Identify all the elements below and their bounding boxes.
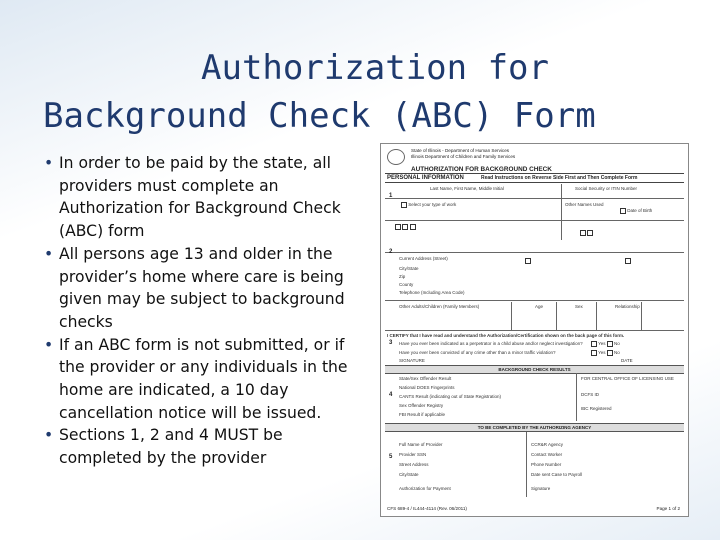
form-field-label — [580, 230, 593, 236]
form-row — [385, 302, 684, 331]
form-row — [385, 222, 684, 253]
form-field-label — [525, 258, 531, 264]
form-field-label: County — [399, 282, 414, 287]
question-2: Have you ever been convicted of any crime other than a minor traffic violation? — [399, 350, 556, 355]
form-row — [385, 184, 684, 199]
checkbox — [395, 224, 401, 230]
yes-label: Yes — [598, 341, 606, 347]
divider — [596, 302, 597, 330]
checkbox — [625, 258, 631, 264]
state-seal-icon — [387, 149, 405, 165]
form-footer-code: CFS 689-4 / IL444-4114 (Rev. 06/2011) — [387, 506, 467, 511]
form-field-label: City/State — [399, 472, 419, 477]
form-title: AUTHORIZATION FOR BACKGROUND CHECK — [411, 166, 552, 173]
form-field-label: State/Sex Offender Result — [399, 376, 452, 381]
section-number: 1 — [389, 193, 393, 199]
bullet-item: • All persons age 13 and older in the provider’s home where care is being given may be subject to background checks — [44, 243, 354, 334]
yes-label: Yes — [598, 350, 606, 356]
form-field-label-text: Date of Birth — [627, 208, 653, 214]
form-field-label: CCR&R Agency — [531, 442, 564, 447]
form-field-label — [395, 224, 416, 230]
certification-text: I CERTIFY that I have read and understand the Authorization/Certification shown on the back page of this form. — [387, 333, 625, 338]
form-field-label: City/State — [399, 266, 419, 271]
form-field-label: Authorization for Payment — [399, 486, 451, 491]
form-field-label: Phone Number — [531, 462, 562, 467]
slide-title — [0, 44, 720, 140]
form-field-label — [620, 208, 652, 214]
bullet-item: • In order to be paid by the state, all providers must complete an Authorization for Background Check (ABC) form — [44, 152, 354, 243]
form-field-label: National DOES Fingerprints — [399, 385, 455, 390]
form-field-label: FOR CENTRAL OFFICE OF LICENSING USE — [581, 376, 674, 381]
form-field-label: Full Name of Provider — [399, 442, 443, 447]
form-field-label: Age — [535, 304, 544, 309]
checkbox — [525, 258, 531, 264]
checkbox — [402, 224, 408, 230]
form-field-label: Contact Worker — [531, 452, 563, 457]
question-1-options — [591, 341, 620, 347]
checkbox — [607, 350, 613, 356]
form-header-line-1: State of Illinois - Department of Human Services — [411, 148, 510, 153]
form-field-label — [625, 258, 631, 264]
title-line-2: Background Check (ABC) Form — [43, 96, 596, 136]
form-header-line-2: Illinois Department of Children and Family Services — [411, 153, 516, 159]
form-field-label: Current Address (Street) — [399, 256, 448, 261]
form-field-label: Sex Offender Registry — [399, 403, 444, 408]
question-2-options — [591, 350, 620, 356]
form-field-label: FBI Result if applicable — [399, 412, 446, 417]
divider — [641, 302, 642, 330]
signature-label: SIGNATURE — [399, 358, 425, 363]
divider — [576, 373, 577, 421]
divider — [511, 302, 512, 330]
checkbox — [587, 230, 593, 236]
checkbox — [620, 208, 626, 214]
section-number: 2 — [389, 249, 393, 255]
section-1-label: PERSONAL INFORMATION — [387, 175, 464, 181]
no-label: No — [614, 350, 620, 356]
section-number: 4 — [389, 392, 393, 398]
section-number: 5 — [389, 454, 393, 460]
bullet-item: • If an ABC form is not submitted, or if the provider or any individuals in the home are indicated, a 10 day cancellation notice will be issued. — [44, 334, 354, 425]
form-row — [385, 254, 684, 301]
form-field-label: Provider SSN — [399, 452, 427, 457]
form-field-label: Other Adults/Children (Family Members) — [399, 304, 480, 309]
form-field-label: Telephone (Including Area Code) — [399, 290, 465, 295]
form-instructions: Read Instructions on Reverse Side First and Then Complete Form — [481, 175, 638, 181]
checkbox — [580, 230, 586, 236]
divider — [385, 182, 684, 183]
form-field-label: Date sent Case to Payroll — [531, 472, 583, 477]
form-field-label: IBC Registered — [581, 406, 612, 411]
title-line-1: Authorization for — [201, 48, 549, 88]
form-field-label: Signature — [531, 486, 551, 491]
form-row — [385, 200, 684, 221]
form-header — [411, 148, 515, 159]
results-band: BACKGROUND CHECK RESULTS — [385, 365, 684, 374]
form-field-label: CANTS Result (indicating out of State Registration) — [399, 394, 502, 399]
form-field-label-text: Select your type of work — [408, 202, 457, 208]
form-field-label: Street Address — [399, 462, 429, 467]
abc-form-image — [380, 143, 689, 517]
form-field-label: Other Names Used — [565, 202, 604, 207]
form-field-label: Sex — [575, 304, 583, 309]
bullet-list — [44, 152, 354, 470]
checkbox — [401, 202, 407, 208]
form-field-label: DCFS ID — [581, 392, 599, 397]
question-1: Have you ever been indicated as a perpetrator in a child abuse and/or neglect investigation? — [399, 341, 583, 346]
form-field-label: Relationship — [615, 304, 640, 309]
no-label: No — [614, 341, 620, 347]
form-field-label: Social Security or ITIN Number — [575, 186, 638, 191]
checkbox — [591, 350, 597, 356]
checkbox — [607, 341, 613, 347]
form-field-label: Zip — [399, 274, 406, 279]
agency-band: TO BE COMPLETED BY THE AUTHORIZING AGENCY — [385, 423, 684, 432]
divider — [556, 302, 557, 330]
checkbox — [410, 224, 416, 230]
divider — [385, 173, 684, 174]
form-field-label: Last Name, First Name, Middle Initial — [430, 186, 504, 191]
section-number: 3 — [389, 340, 393, 346]
divider — [526, 432, 527, 497]
checkbox — [591, 341, 597, 347]
date-label: DATE — [621, 358, 633, 363]
form-page-number: Page 1 of 2 — [656, 506, 680, 511]
form-field-label — [401, 202, 456, 208]
bullet-item: • Sections 1, 2 and 4 MUST be completed by the provider — [44, 424, 354, 469]
